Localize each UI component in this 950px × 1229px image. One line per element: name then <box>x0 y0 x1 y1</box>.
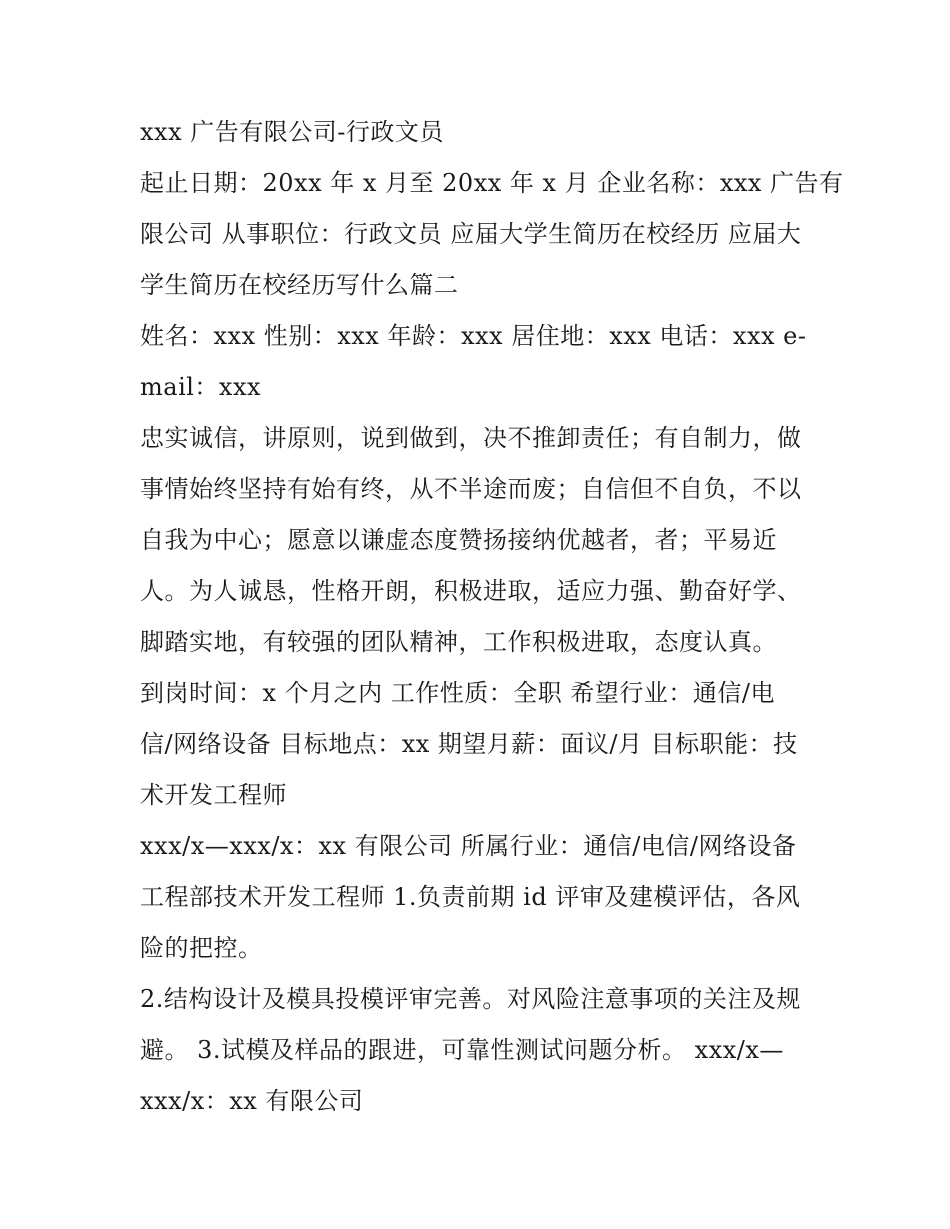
text-line: 避。 3.试模及样品的跟进，可靠性测试问题分析。 xxx/x— <box>140 1036 784 1064</box>
paragraph-work-experience <box>140 821 820 974</box>
paragraph-work-duties <box>140 974 820 1127</box>
paragraph-job-intention <box>140 668 820 821</box>
text-line: 自我为中心；愿意以谦虚态度赞扬接纳优越者，者；平易近 <box>140 526 777 554</box>
text-line: 险的把控。 <box>140 934 263 962</box>
text-line: 忠实诚信，讲原则，说到做到，决不推卸责任；有自制力，做 <box>140 424 802 452</box>
document-body <box>140 107 844 1127</box>
text-line: 姓名：xxx 性别：xxx 年龄：xxx 居住地：xxx 电话：xxx e- <box>140 322 807 350</box>
text-line: 术开发工程师 <box>140 781 287 809</box>
paragraph-job-title <box>140 107 820 158</box>
text-line: mail：xxx <box>140 373 262 401</box>
text-line: 信/网络设备 目标地点：xx 期望月薪：面议/月 目标职能：技 <box>140 730 798 758</box>
paragraph-personal-info <box>140 311 820 413</box>
text-line: 事情始终坚持有始有终，从不半途而废；自信但不自负，不以 <box>140 475 802 503</box>
text-line: 限公司 从事职位：行政文员 应届大学生简历在校经历 应届大 <box>140 220 802 248</box>
text-line: 人。为人诚恳，性格开朗，积极进取，适应力强、勤奋好学、 <box>140 577 802 605</box>
paragraph-self-evaluation <box>140 413 820 668</box>
text-line: 工程部技术开发工程师 1.负责前期 id 评审及建模评估，各风 <box>140 883 801 911</box>
text-line: 2.结构设计及模具投模评审完善。对风险注意事项的关注及规 <box>140 985 801 1013</box>
text-line: xxx 广告有限公司-行政文员 <box>140 118 444 146</box>
paragraph-employment-period <box>140 158 844 311</box>
text-line: 起止日期：20xx 年 x 月至 20xx 年 x 月 企业名称：xxx 广告有 <box>140 169 844 197</box>
text-line: xxx/x：xx 有限公司 <box>140 1087 364 1115</box>
text-line: xxx/x—xxx/x：xx 有限公司 所属行业：通信/电信/网络设备 <box>140 832 797 860</box>
text-line: 学生简历在校经历写什么篇二 <box>140 271 459 299</box>
text-line: 脚踏实地，有较强的团队精神，工作积极进取，态度认真。 <box>140 628 777 656</box>
text-line: 到岗时间：x 个月之内 工作性质：全职 希望行业：通信/电 <box>140 679 776 707</box>
